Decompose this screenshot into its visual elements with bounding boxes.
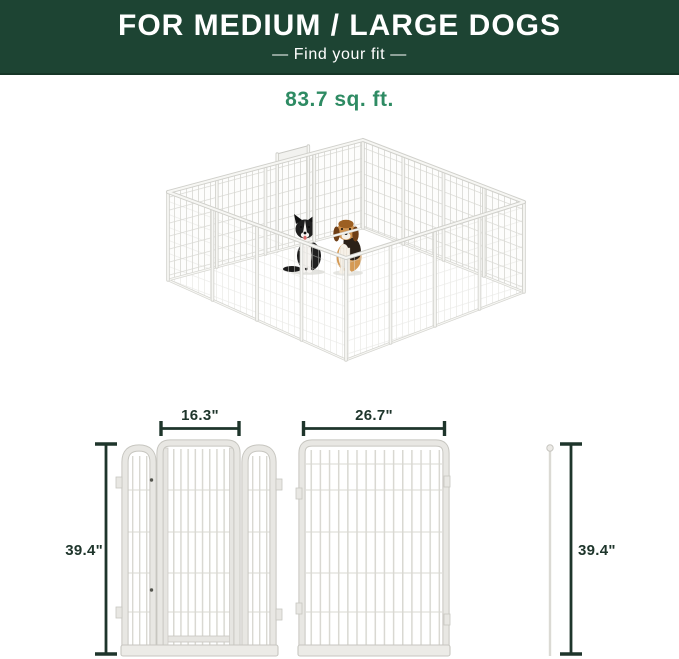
wide-panel-diagram [296,443,450,656]
height-dimension-left [65,444,117,654]
banner-title: FOR MEDIUM / LARGE DOGS [118,9,561,43]
height-right-label: 39.4" [578,542,616,559]
door-hinge-dot [150,478,153,481]
door-panel-assembly [116,443,282,656]
door-width-dimension [161,407,239,436]
height-left-label: 39.4" [65,542,103,559]
header-banner [0,0,679,75]
panel-width-label: 26.7" [355,407,393,424]
playpen-illustration [0,125,679,400]
dimension-diagrams [0,400,679,659]
panel-width-dimension [304,407,445,436]
door-width-label: 16.3" [181,407,219,424]
door-latch-dot [150,588,153,591]
panel-side-profile [547,445,553,656]
area-label: 83.7 sq. ft. [285,88,394,111]
height-dimension-right [560,444,616,654]
banner-subtitle: — Find your fit — [272,45,407,63]
